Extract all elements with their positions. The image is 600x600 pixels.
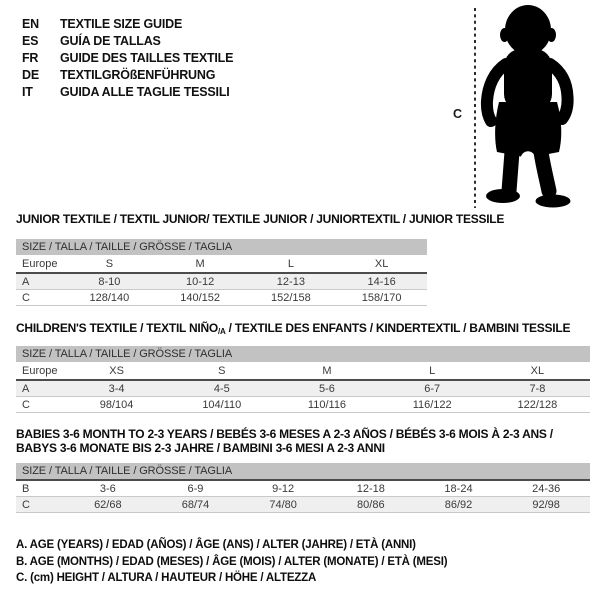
footnote-c: C. (cm) HEIGHT / ALTURA / HAUTEUR / HÖHE / ALTEZZA	[16, 572, 317, 584]
table-cell: 12-18	[356, 483, 385, 495]
babies-size-table	[16, 463, 590, 513]
table-cell: 80/86	[357, 499, 385, 511]
table-cell: 158/170	[361, 292, 402, 304]
language-row	[22, 50, 233, 67]
table-cell: 3-4	[108, 383, 125, 395]
babies-section-title-line2: BABYS 3-6 MONATE BIS 2-3 JAHRE / BAMBINI 3-6 MESI A 2-3 ANNI	[16, 441, 385, 455]
junior-section-title: JUNIOR TEXTILE / TEXTIL JUNIOR/ TEXTILE JUNIOR / JUNIORTEXTIL / JUNIOR TESSILE	[16, 212, 505, 226]
size-header-bar: SIZE / TALLA / TAILLE / GRÖSSE / TAGLIA	[16, 463, 590, 479]
table-row	[16, 479, 590, 496]
table-cell: 8-10	[98, 276, 121, 288]
language-label: TEXTILE SIZE GUIDE	[60, 17, 183, 31]
children-size-table	[16, 346, 590, 413]
table-cell: 74/80	[269, 499, 297, 511]
language-code: ES	[22, 34, 39, 48]
table-cell: 9-12	[272, 483, 295, 495]
language-row	[22, 16, 233, 33]
language-label: GUÍA DE TALLAS	[60, 34, 161, 48]
row-label: C	[22, 292, 30, 304]
language-code: IT	[22, 85, 33, 99]
table-cell: 4-5	[213, 383, 230, 395]
table-cell: 12-13	[276, 276, 305, 288]
table-row	[16, 496, 590, 513]
children-title-post: / TEXTILE DES ENFANTS / KINDERTEXTIL / BAMBINI TESSILE	[225, 321, 571, 335]
table-cell: 14-16	[367, 276, 396, 288]
table-cell: XL	[530, 364, 545, 377]
table-cell: XS	[109, 364, 124, 377]
table-row	[16, 289, 427, 306]
table-cell: L	[287, 257, 294, 270]
babies-section-title-line1: BABIES 3-6 MONTH TO 2-3 YEARS / BEBÉS 3-6 MESES A 2-3 AÑOS / BÉBÉS 3-6 MOIS À 2-3 ANS /	[16, 427, 553, 441]
height-marker-label: C	[453, 107, 463, 121]
language-row	[22, 33, 233, 50]
row-label: Europe	[22, 257, 58, 270]
footnote-list	[16, 537, 447, 587]
language-label: GUIDE DES TAILLES TEXTILE	[60, 51, 234, 65]
table-cell: 3-6	[99, 483, 116, 495]
row-label: A	[22, 276, 30, 288]
table-cell: 128/140	[89, 292, 130, 304]
toddler-silhouette-shapes	[486, 5, 571, 208]
language-title-list	[22, 16, 233, 101]
language-row	[22, 84, 233, 101]
row-label: B	[22, 483, 30, 495]
table-cell: S	[218, 364, 226, 377]
language-label: TEXTILGRÖßENFÜHRUNG	[60, 68, 216, 82]
language-code: FR	[22, 51, 39, 65]
table-cell: S	[105, 257, 114, 270]
children-title-pre: CHILDREN'S TEXTILE / TEXTIL NIÑO	[16, 321, 218, 335]
size-header-bar: SIZE / TALLA / TAILLE / GRÖSSE / TAGLIA	[16, 239, 427, 255]
table-cell: 86/92	[444, 499, 473, 511]
table-cell: 18-24	[444, 483, 473, 495]
footnote-b: B. AGE (MONTHS) / EDAD (MESES) / ÂGE (MOIS) / ALTER (MONATE) / ETÀ (MESI)	[16, 555, 448, 568]
dashed-height-line	[473, 6, 477, 210]
table-row	[16, 379, 590, 396]
table-cell: M	[322, 364, 332, 377]
table-row	[16, 255, 427, 272]
junior-size-table	[16, 239, 427, 306]
table-cell: 24-36	[532, 483, 561, 495]
table-cell: 122/128	[517, 399, 558, 411]
table-cell: 10-12	[186, 276, 215, 288]
table-cell: 98/104	[99, 399, 134, 411]
table-cell: L	[429, 364, 436, 377]
language-code: EN	[22, 17, 39, 31]
row-label: A	[22, 383, 30, 395]
footnote-a: A. AGE (YEARS) / EDAD (AÑOS) / ÂGE (ANS) / ALTER (JAHRE) / ETÀ (ANNI)	[16, 539, 416, 551]
table-cell: 68/74	[181, 499, 210, 511]
table-cell: 62/68	[94, 499, 122, 511]
children-title-sub: /A	[217, 327, 226, 336]
table-cell: 6-7	[424, 383, 441, 395]
table-cell: 5-6	[319, 383, 335, 395]
language-label: GUIDA ALLE TAGLIE TESSILI	[60, 85, 230, 99]
table-cell: M	[195, 257, 205, 270]
table-row	[16, 362, 590, 379]
row-label: Europe	[22, 364, 58, 377]
language-code: DE	[22, 68, 39, 82]
table-cell: 140/152	[180, 292, 220, 304]
table-cell: 110/116	[307, 399, 347, 411]
toddler-silhouette-graphic	[478, 4, 574, 208]
table-cell: XL	[374, 257, 389, 270]
row-label: C	[22, 399, 30, 411]
table-row	[16, 396, 590, 413]
row-label: C	[22, 499, 30, 511]
language-row	[22, 67, 233, 84]
table-cell: 104/110	[202, 399, 242, 411]
table-cell: 6-9	[187, 483, 204, 495]
table-cell: 92/98	[532, 499, 560, 511]
table-cell: 152/158	[270, 292, 311, 304]
table-cell: 116/122	[412, 399, 452, 411]
children-section-title	[16, 321, 570, 336]
size-header-bar: SIZE / TALLA / TAILLE / GRÖSSE / TAGLIA	[16, 346, 590, 362]
table-row	[16, 272, 427, 289]
table-cell: 7-8	[529, 383, 546, 395]
